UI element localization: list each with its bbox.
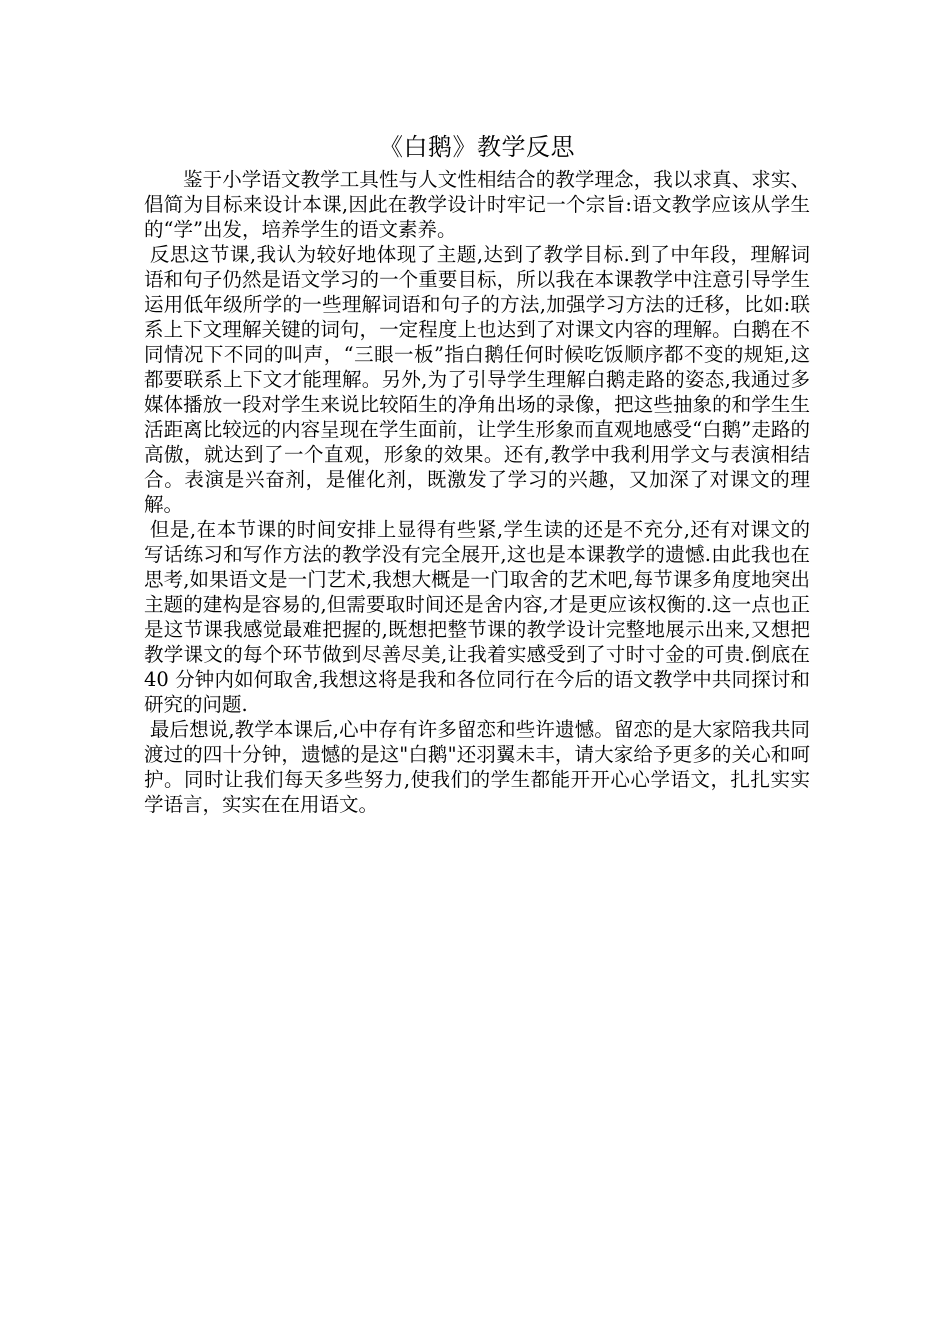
paragraph-shortcomings: 但是,在本节课的时间安排上显得有些紧,学生读的还是不充分,还有对课文的写话练习和写作方法的教学没有完全展开,这也是本课教学的遗憾.由此我也在思考,如果语文是一门艺术,我想大概是一门取舍的艺术吧,每节课多角度地突出主题的建构是容易的,但需要取时间还是舍内容,才是更应该权衡的.这一点也正是这节课我感觉最难把握的,既想把整节课的教学设计完整地展示出来,又想把教学课文的每个环节做到尽善尽美,让我着实感受到了寸时寸金的可贵.倒底在 40 分钟内如何取舍,我想这将是我和各位同行在今后的语文教学中共同探讨和研究的问题. xyxy=(144,518,810,716)
document-title: 《白鹅》教学反思 xyxy=(379,133,575,161)
paragraph-intro: 鉴于小学语文教学工具性与人文性相结合的教学理念，我以求真、求实、倡简为目标来设计本课,因此在教学设计时牢记一个宗旨:语文教学应该从学生的“学”出发，培养学生的语文素养。 xyxy=(144,168,810,241)
paragraph-closing: 最后想说,教学本课后,心中存有许多留恋和些许遗憾。留恋的是大家陪我共同渡过的四十分钟，遗憾的是这"白鹅"还羽翼未丰，请大家给予更多的关心和呵护。同时让我们每天多些努力,使我们的学生都能开开心心学语文，扎扎实实学语言，实实在在用语文。 xyxy=(144,718,810,816)
document-body xyxy=(144,129,810,817)
paragraph-reflection: 反思这节课,我认为较好地体现了主题,达到了教学目标.到了中年段，理解词语和句子仍然是语文学习的一个重要目标，所以我在本课教学中注意引导学生运用低年级所学的一些理解词语和句子的方法,加强学习方法的迁移，比如:联系上下文理解关键的词句，一定程度上也达到了对课文内容的理解。白鹅在不同情况下不同的叫声，“三眼一板”指白鹅任何时候吃饭顺序都不变的规矩,这都要联系上下文才能理解。另外,为了引导学生理解白鹅走路的姿态,我通过多媒体播放一段对学生来说比较陌生的净角出场的录像，把这些抽象的和学生生活距离比较远的内容呈现在学生面前，让学生形象而直观地感受“白鹅”走路的高傲，就达到了一个直观，形象的效果。还有,教学中我利用学文与表演相结合。表演是兴奋剂，是催化剂，既激发了学习的兴趣，又加深了对课文的理解。 xyxy=(144,243,810,516)
